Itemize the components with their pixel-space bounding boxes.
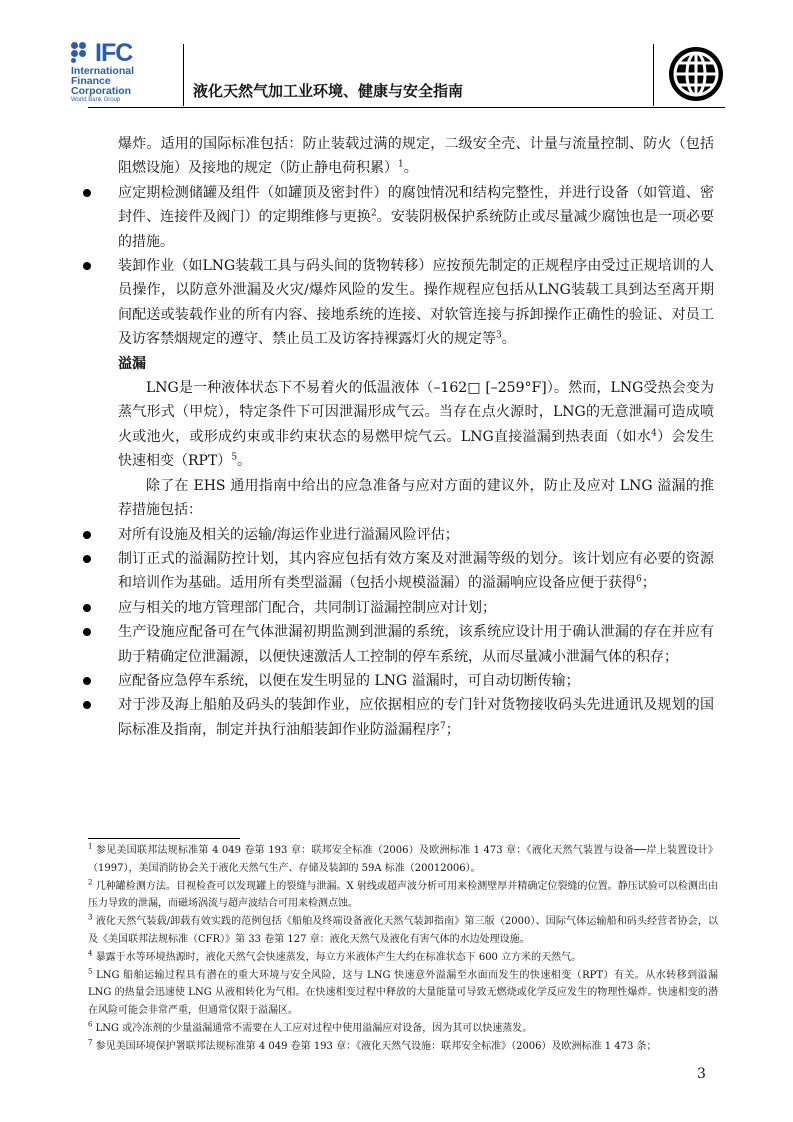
list-item: 应定期检测储罐及组件（如罐顶及密封件）的腐蚀情况和结构完整性，并进行设备（如管道、密封件、连接件及阀门）的定期维修与更换$^2$。安装阴极保护系统防止或尽量减少腐蚀也是一项必要的措施。 bbox=[118, 181, 714, 254]
ifc-name-line-2: Finance bbox=[71, 75, 111, 87]
bullet-icon bbox=[83, 189, 91, 197]
bullet-icon bbox=[83, 604, 91, 612]
list-item: 对所有设施及相关的运输/海运作业进行溢漏风险评估； bbox=[118, 523, 714, 547]
ifc-group-label: World Bank Group bbox=[71, 97, 121, 103]
footnote-5: $^5$ LNG 船舶运输过程具有潜在的重大环境与安全风险，这与 LNG 快速意外溢漏至水面而发生的快速相变（RPT）有关。从水转移到溢漏 LNG 的热量会迅速使 LNG 从液相转化为气相。在快速相变过程中释放的大量能量可导致无燃烧或化学反应发生的物理性爆炸。快速相变的潜在风险可能会非常严重，但通常仅限于溢漏区。 bbox=[88, 967, 718, 1017]
header-divider bbox=[653, 44, 654, 106]
list-item: 应配备应急停车系统，以便在发生明显的 LNG 溢漏时，可自动切断传输； bbox=[118, 669, 714, 693]
footnote-7: $^7$ 参见美国环境保护署联邦法规标准第 4 049 卷第 193 章：《液化天然气设施：联邦安全标准》（2006）及欧洲标准 1 473 条； bbox=[88, 1038, 657, 1052]
paragraph: LNG是一种液体状态下不易着火的低温液体（–162□ [–259°F]）。然而，LNG受热会变为蒸气形式（甲烷），特定条件下可因泄漏形成气云。当存在点火源时，LNG的无意泄漏可造成喷火或池火，或形成约束或非约束状态的易燃甲烷气云。LNG直接溢漏到热表面（如水$^4$）会发生快速相变（RPT）$^5$。 bbox=[118, 380, 714, 470]
ifc-wordmark: IFC bbox=[95, 39, 133, 67]
world-bank-globe-icon bbox=[666, 44, 726, 104]
list-item: 装卸作业（如LNG装载工具与码头间的货物转移）应按预先制定的正规程序由受过正规培训的人员操作，以防意外泄漏及火灾/爆炸风险的发生。操作规程应包括从LNG装载工具到达至离开期间配送或装载作业的所有内容、接地系统的连接、对软管连接与拆卸操作正确性的验证、对员工及访客禁烟规定的遵守、禁止员工及访客持裸露灯火的规定等$^3$。 bbox=[118, 254, 714, 352]
footnote-3: $^3$ 液化天然气装载/卸载有效实践的范例包括《船舶及终端设备液化天然气装卸指南》第三版（2000）、国际气体运输船和码头经营者协会，以及《美国联邦法规标准（CFR）》第 33 卷第 127 章：液化天然气及液化有害气体的水边处理设施。 bbox=[88, 913, 718, 945]
list-item: 对于涉及海上船舶及码头的装卸作业，应依据相应的专门针对货物接收码头先进通讯及规划的国际标准及指南，制定并执行油船装卸作业防溢漏程序$^7$； bbox=[118, 693, 714, 742]
bullet-icon bbox=[83, 531, 91, 539]
footnote-4: $^4$ 暴露于水等环境热源时，液化天然气会快速蒸发，每立方米液体产生大约在标准状态下 600 立方米的天然气。 bbox=[88, 949, 582, 963]
bullet-icon bbox=[83, 701, 91, 709]
section-heading: 溢漏 bbox=[118, 355, 146, 372]
footnote-separator bbox=[88, 838, 240, 839]
list-item: 生产设施应配备可在气体泄漏初期监测到泄漏的系统，该系统应设计用于确认泄漏的存在并应有助于精确定位泄漏源，以便快速激活人工控制的停车系统，从而尽量减小泄漏气体的积存； bbox=[118, 620, 714, 669]
header-rule bbox=[88, 107, 725, 108]
ifc-name-line-1: International bbox=[71, 65, 135, 77]
bullet-icon bbox=[83, 628, 91, 636]
ifc-name-line-3: Corporation bbox=[71, 85, 132, 97]
footnote-1: $^1$ 参见美国联邦法规标准第 4 049 卷第 193 章：联邦安全标准（2006）及欧洲标准 1 473 章：《液化天然气装置与设备──岸上装置设计》（1997），美国消防协会关于液化天然气生产、存储及装卸的 59A 标准（20012006）。 bbox=[88, 842, 718, 874]
paragraph: 除了在 EHS 通用指南中给出的应急准备与应对方面的建议外，防止及应对 LNG 溢漏的推荐措施包括： bbox=[118, 477, 714, 519]
header-divider bbox=[183, 44, 184, 106]
footnote-6: $^6$ LNG 或冷冻剂的少量溢漏通常不需要在人工应对过程中使用溢漏应对设备，因为其可以快速蒸发。 bbox=[88, 1020, 533, 1034]
page-number: 3 bbox=[697, 1066, 706, 1082]
bullet-icon bbox=[83, 677, 91, 685]
list-item: 应与相关的地方管理部门配合，共同制订溢漏控制应对计划； bbox=[118, 596, 714, 620]
footnote-2: $^2$ 几种罐检测方法。目视检查可以发现罐上的裂缝与泄漏。X 射线或超声波分析可用来检测壁厚并精确定位裂缝的位置。静压试验可以检测出由压力导致的泄漏，而磁场涡流与超声波结合可用来检测点蚀。 bbox=[88, 878, 718, 910]
bullet-icon bbox=[83, 555, 91, 563]
main-content bbox=[118, 132, 714, 742]
list-item: 制订正式的溢漏防控计划，其内容应包括有效方案及对泄漏等级的划分。该计划应有必要的资源和培训作为基础。适用所有类型溢漏（包括小规模溢漏）的溢漏响应设备应便于获得$^6$； bbox=[118, 547, 714, 596]
footnotes bbox=[88, 842, 718, 1056]
page-title: 液化天然气加工业环境、健康与安全指南 bbox=[193, 82, 464, 100]
ifc-dots-icon bbox=[71, 42, 93, 64]
bullet-icon bbox=[83, 262, 91, 270]
ifc-logo bbox=[71, 40, 161, 110]
paragraph: 爆炸。适用的国际标准包括：防止装载过满的规定，二级安全壳、计量与流量控制、防火（包括阻燃设施）及接地的规定（防止静电荷积累）$^1$。 bbox=[118, 136, 714, 177]
